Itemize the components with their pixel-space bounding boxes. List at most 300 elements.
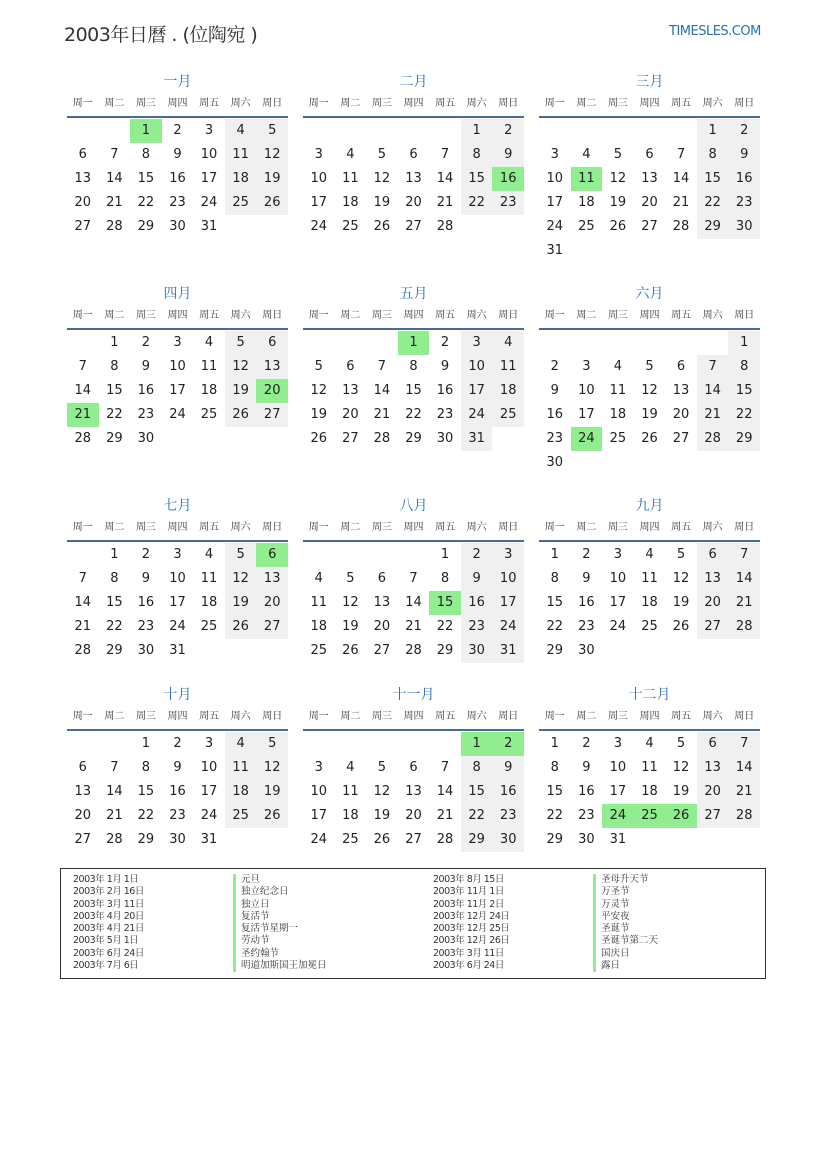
day-cell: 2 — [728, 119, 760, 143]
weekday-label: 周二 — [104, 310, 125, 321]
day-cell: 24 — [200, 195, 218, 210]
weekday-label: 周二 — [576, 310, 597, 321]
day-cell: 11 — [609, 383, 627, 398]
day-cell: 7 — [728, 543, 760, 567]
day-cell: 14 — [74, 595, 92, 610]
day-cell: 29 — [106, 431, 123, 446]
weekday-label: 周五 — [435, 310, 456, 321]
day-cell: 6 — [78, 147, 87, 162]
day-cell: 17 — [310, 808, 328, 823]
empty-cell — [303, 543, 335, 567]
day-cell: 5 — [256, 732, 288, 756]
weekday-label: 周日 — [498, 522, 519, 533]
day-cell: 10 — [169, 359, 186, 374]
empty-cell — [539, 119, 571, 143]
day-cell: 28 — [106, 219, 123, 234]
day-cell: 14 — [436, 171, 454, 186]
day-cell: 1 — [550, 736, 559, 751]
weekday-label: 周一 — [544, 711, 565, 722]
day-cell: 16 — [169, 784, 186, 799]
weekday-header — [67, 304, 288, 330]
weekday-label: 周六 — [230, 98, 251, 109]
empty-cell — [67, 331, 99, 355]
day-cell: 13 — [342, 383, 359, 398]
month-calendar — [67, 685, 288, 852]
day-grid — [303, 119, 524, 239]
weekday-label: 周六 — [466, 310, 487, 321]
day-cell: 11 — [492, 355, 524, 379]
weekday-label: 周五 — [199, 98, 220, 109]
holiday-name: 劳动节 — [233, 935, 327, 947]
day-cell: 3 — [204, 736, 214, 751]
weekday-label: 周六 — [702, 310, 723, 321]
holiday-names-col-1 — [233, 874, 327, 972]
holiday-day-cell: 2 — [492, 732, 524, 756]
day-cell: 4 — [645, 736, 654, 751]
day-cell: 9 — [173, 760, 182, 775]
weekday-label: 周日 — [498, 310, 519, 321]
day-cell: 17 — [169, 383, 186, 398]
day-cell: 10 — [200, 760, 218, 775]
weekday-label: 周四 — [639, 522, 660, 533]
day-cell: 5 — [225, 331, 257, 355]
day-cell: 19 — [256, 167, 288, 191]
day-grid — [67, 119, 288, 239]
empty-cell — [429, 732, 461, 756]
day-cell: 3 — [613, 736, 623, 751]
weekday-label: 周一 — [308, 711, 329, 722]
day-cell: 27 — [697, 804, 729, 828]
empty-cell — [303, 732, 335, 756]
day-cell: 17 — [200, 171, 218, 186]
weekday-label: 周五 — [199, 522, 220, 533]
day-cell: 28 — [373, 431, 391, 446]
day-cell: 23 — [546, 431, 564, 446]
day-cell: 23 — [492, 804, 524, 828]
weekday-label: 周六 — [230, 310, 251, 321]
holiday-list — [60, 868, 766, 979]
day-cell: 5 — [645, 359, 654, 374]
day-cell: 29 — [137, 832, 155, 847]
day-cell: 18 — [578, 195, 595, 210]
day-cell: 7 — [110, 760, 119, 775]
holiday-date: 2003年 4月 20日 — [73, 910, 144, 922]
month-name: 十二月 — [628, 687, 671, 703]
holiday-name: 元旦 — [233, 874, 327, 886]
day-cell: 23 — [728, 191, 760, 215]
day-cell: 4 — [204, 335, 214, 350]
day-cell: 1 — [550, 547, 559, 562]
month-calendar — [67, 496, 288, 663]
day-cell: 13 — [256, 567, 288, 591]
weekday-label: 周日 — [734, 98, 755, 109]
day-cell: 22 — [728, 403, 760, 427]
day-cell: 19 — [342, 619, 359, 634]
day-cell: 16 — [169, 171, 186, 186]
day-cell: 10 — [310, 171, 328, 186]
empty-cell — [539, 331, 571, 355]
day-cell: 28 — [436, 832, 454, 847]
holiday-name: 圣诞节第二天 — [593, 935, 658, 947]
day-cell: 24 — [169, 407, 186, 422]
holiday-name: 圣约翰节 — [233, 948, 327, 960]
weekday-header — [67, 92, 288, 118]
month-calendar — [539, 685, 760, 852]
day-cell: 16 — [461, 591, 493, 615]
day-cell: 13 — [74, 171, 92, 186]
day-cell: 27 — [641, 219, 658, 234]
weekday-label: 周四 — [403, 711, 424, 722]
day-cell: 21 — [672, 195, 690, 210]
day-cell: 20 — [697, 591, 729, 615]
day-cell: 13 — [405, 784, 422, 799]
weekday-label: 周二 — [340, 522, 361, 533]
day-cell: 12 — [256, 143, 288, 167]
day-cell: 22 — [461, 804, 493, 828]
day-cell: 15 — [106, 383, 123, 398]
day-cell: 5 — [225, 543, 257, 567]
weekday-header — [539, 705, 760, 731]
day-cell: 24 — [200, 808, 218, 823]
weekday-label: 周一 — [308, 98, 329, 109]
day-cell: 30 — [137, 431, 155, 446]
holiday-day-cell: 15 — [429, 591, 461, 615]
day-cell: 17 — [310, 195, 328, 210]
day-cell: 8 — [141, 147, 151, 162]
weekday-label: 周一 — [72, 310, 93, 321]
weekday-label: 周四 — [167, 522, 188, 533]
day-cell: 31 — [492, 639, 524, 663]
day-cell: 3 — [173, 335, 182, 350]
day-cell: 26 — [609, 219, 627, 234]
day-cell: 15 — [728, 379, 760, 403]
month-name: 十月 — [163, 687, 192, 703]
day-cell: 28 — [106, 832, 123, 847]
day-cell: 15 — [405, 383, 422, 398]
holiday-dates-col-1 — [73, 874, 144, 972]
day-cell: 27 — [672, 431, 690, 446]
day-cell: 3 — [613, 547, 623, 562]
month-name: 七月 — [163, 498, 192, 514]
day-cell: 4 — [492, 331, 524, 355]
day-cell: 30 — [546, 455, 564, 470]
day-cell: 14 — [436, 784, 454, 799]
day-cell: 27 — [74, 219, 92, 234]
day-cell: 8 — [110, 571, 119, 586]
weekday-label: 周日 — [734, 711, 755, 722]
empty-cell — [366, 119, 398, 143]
holiday-date: 2003年 7月 6日 — [73, 960, 139, 972]
day-cell: 28 — [672, 219, 690, 234]
day-cell: 19 — [310, 407, 328, 422]
day-cell: 25 — [200, 619, 218, 634]
day-cell: 10 — [169, 571, 186, 586]
day-cell: 18 — [200, 595, 218, 610]
weekday-label: 周日 — [262, 711, 283, 722]
month-calendar — [303, 284, 524, 451]
day-cell: 4 — [204, 547, 214, 562]
day-cell: 8 — [550, 760, 559, 775]
month-name: 三月 — [635, 74, 664, 90]
weekday-label: 周二 — [104, 522, 125, 533]
day-cell: 6 — [409, 147, 418, 162]
day-cell: 30 — [137, 643, 155, 658]
day-cell: 6 — [346, 359, 355, 374]
day-cell: 16 — [492, 780, 524, 804]
day-cell: 30 — [436, 431, 454, 446]
holiday-day-cell: 1 — [398, 331, 430, 355]
holiday-day-cell: 20 — [256, 379, 288, 403]
day-cell: 25 — [310, 643, 328, 658]
day-cell: 30 — [461, 639, 493, 663]
day-cell: 28 — [74, 431, 92, 446]
day-cell: 16 — [137, 383, 155, 398]
day-cell: 29 — [728, 427, 760, 451]
holiday-date: 2003年 6月 24日 — [433, 960, 504, 972]
day-cell: 11 — [200, 359, 218, 374]
empty-cell — [335, 119, 367, 143]
month-calendar — [539, 284, 760, 475]
holiday-day-cell: 21 — [67, 403, 99, 427]
day-cell: 24 — [609, 619, 627, 634]
empty-cell — [398, 732, 430, 756]
day-cell: 7 — [728, 732, 760, 756]
day-cell: 30 — [578, 643, 595, 658]
day-cell: 21 — [436, 808, 454, 823]
day-cell: 26 — [225, 615, 257, 639]
day-cell: 11 — [200, 571, 218, 586]
holiday-date: 2003年 6月 24日 — [73, 947, 144, 959]
holiday-day-cell: 1 — [461, 732, 493, 756]
day-cell: 12 — [641, 383, 658, 398]
day-cell: 23 — [137, 619, 155, 634]
day-cell: 27 — [697, 615, 729, 639]
empty-cell — [99, 732, 131, 756]
day-grid — [303, 543, 524, 663]
day-cell: 26 — [641, 431, 658, 446]
day-cell: 29 — [697, 215, 729, 239]
month-calendar — [303, 496, 524, 663]
day-cell: 22 — [405, 407, 422, 422]
weekday-label: 周一 — [544, 522, 565, 533]
holiday-date: 2003年 8月 15日 — [433, 874, 504, 885]
weekday-label: 周一 — [544, 98, 565, 109]
day-cell: 26 — [672, 619, 690, 634]
day-cell: 3 — [550, 147, 559, 162]
day-cell: 27 — [256, 403, 288, 427]
day-cell: 18 — [342, 195, 359, 210]
day-cell: 28 — [697, 427, 729, 451]
weekday-header — [539, 516, 760, 542]
empty-cell — [602, 119, 634, 143]
day-cell: 15 — [461, 780, 493, 804]
holiday-date: 2003年 5月 1日 — [73, 935, 139, 947]
weekday-label: 周一 — [308, 310, 329, 321]
weekday-label: 周二 — [340, 310, 361, 321]
day-cell: 18 — [492, 379, 524, 403]
day-cell: 29 — [106, 643, 123, 658]
day-grid — [303, 732, 524, 852]
month-name: 十一月 — [392, 687, 435, 703]
day-cell: 23 — [578, 619, 595, 634]
day-cell: 20 — [74, 195, 92, 210]
day-cell: 11 — [342, 784, 359, 799]
day-grid — [67, 331, 288, 451]
day-cell: 24 — [492, 615, 524, 639]
day-cell: 8 — [728, 355, 760, 379]
day-cell: 14 — [74, 383, 92, 398]
weekday-label: 周六 — [702, 98, 723, 109]
day-cell: 7 — [78, 359, 87, 374]
day-cell: 7 — [440, 147, 450, 162]
empty-cell — [366, 732, 398, 756]
holiday-name: 明道加斯国王加冕日 — [233, 960, 327, 972]
day-cell: 12 — [373, 171, 391, 186]
day-cell: 5 — [346, 571, 355, 586]
day-grid — [539, 119, 760, 263]
day-cell: 16 — [728, 167, 760, 191]
day-cell: 31 — [546, 243, 564, 258]
day-cell: 12 — [609, 171, 627, 186]
weekday-label: 周三 — [135, 711, 156, 722]
weekday-label: 周二 — [576, 98, 597, 109]
month-name: 六月 — [635, 286, 664, 302]
holiday-name: 复活节 — [233, 911, 327, 923]
day-cell: 14 — [106, 784, 123, 799]
day-cell: 8 — [697, 143, 729, 167]
day-cell: 30 — [169, 832, 186, 847]
holiday-name: 圣母升天节 — [593, 874, 658, 886]
day-cell: 13 — [697, 567, 729, 591]
day-cell: 20 — [641, 195, 658, 210]
holiday-date: 2003年 11月 1日 — [433, 886, 504, 898]
holiday-day-cell: 25 — [634, 804, 666, 828]
day-cell: 14 — [672, 171, 690, 186]
day-cell: 18 — [641, 595, 658, 610]
day-cell: 18 — [310, 619, 328, 634]
day-cell: 4 — [346, 147, 355, 162]
day-cell: 8 — [461, 756, 493, 780]
day-cell: 25 — [342, 219, 359, 234]
day-cell: 4 — [613, 359, 623, 374]
day-cell: 17 — [609, 784, 627, 799]
day-cell: 24 — [310, 219, 328, 234]
weekday-label: 周五 — [671, 522, 692, 533]
day-cell: 3 — [582, 359, 591, 374]
day-cell: 3 — [314, 147, 323, 162]
day-cell: 13 — [641, 171, 658, 186]
holiday-name: 平安夜 — [593, 911, 658, 923]
empty-cell — [335, 543, 367, 567]
holiday-name: 万灵节 — [593, 899, 658, 911]
day-cell: 4 — [225, 119, 257, 143]
holiday-date: 2003年 1月 1日 — [73, 874, 139, 885]
weekday-label: 周五 — [199, 310, 220, 321]
day-cell: 7 — [676, 147, 686, 162]
weekday-label: 周日 — [262, 310, 283, 321]
day-cell: 25 — [200, 407, 218, 422]
day-cell: 20 — [256, 591, 288, 615]
day-cell: 25 — [609, 431, 627, 446]
weekday-label: 周一 — [308, 522, 329, 533]
day-cell: 18 — [225, 167, 257, 191]
day-cell: 27 — [342, 431, 359, 446]
weekday-label: 周一 — [544, 310, 565, 321]
month-name: 八月 — [399, 498, 428, 514]
day-cell: 29 — [405, 431, 422, 446]
day-cell: 20 — [342, 407, 359, 422]
day-cell: 19 — [225, 379, 257, 403]
empty-cell — [366, 331, 398, 355]
day-cell: 15 — [546, 595, 564, 610]
day-cell: 8 — [409, 359, 418, 374]
weekday-label: 周三 — [371, 522, 392, 533]
month-calendar — [67, 284, 288, 451]
day-cell: 10 — [492, 567, 524, 591]
weekday-label: 周四 — [403, 522, 424, 533]
day-cell: 15 — [697, 167, 729, 191]
day-cell: 20 — [74, 808, 92, 823]
weekday-label: 周三 — [607, 522, 628, 533]
day-cell: 11 — [310, 595, 328, 610]
day-cell: 25 — [578, 219, 595, 234]
weekday-label: 周五 — [435, 522, 456, 533]
day-cell: 22 — [106, 407, 123, 422]
day-cell: 21 — [436, 195, 454, 210]
day-cell: 25 — [225, 191, 257, 215]
weekday-label: 周三 — [607, 310, 628, 321]
day-cell: 17 — [609, 595, 627, 610]
day-cell: 17 — [169, 595, 186, 610]
day-cell: 9 — [728, 143, 760, 167]
day-cell: 15 — [546, 784, 564, 799]
day-cell: 19 — [373, 195, 391, 210]
month-name: 二月 — [399, 74, 428, 90]
day-cell: 17 — [546, 195, 564, 210]
weekday-label: 周日 — [734, 310, 755, 321]
day-cell: 6 — [409, 760, 418, 775]
empty-cell — [335, 331, 367, 355]
day-cell: 23 — [492, 191, 524, 215]
day-cell: 26 — [256, 804, 288, 828]
day-cell: 14 — [106, 171, 123, 186]
weekday-label: 周六 — [702, 711, 723, 722]
day-cell: 16 — [546, 407, 564, 422]
holiday-date: 2003年 12月 24日 — [433, 910, 510, 922]
day-cell: 9 — [582, 571, 591, 586]
month-name: 四月 — [163, 286, 192, 302]
day-cell: 13 — [373, 595, 391, 610]
day-cell: 23 — [436, 407, 454, 422]
holiday-date: 2003年 12月 25日 — [433, 923, 510, 935]
day-cell: 5 — [256, 119, 288, 143]
day-cell: 1 — [461, 119, 493, 143]
brand-link[interactable]: TIMESLES.COM — [669, 24, 761, 39]
day-cell: 30 — [578, 832, 595, 847]
day-cell: 3 — [173, 547, 182, 562]
day-cell: 13 — [74, 784, 92, 799]
weekday-label: 周二 — [104, 98, 125, 109]
day-cell: 10 — [609, 571, 627, 586]
day-cell: 12 — [310, 383, 328, 398]
day-cell: 31 — [461, 427, 493, 451]
day-cell: 14 — [697, 379, 729, 403]
day-cell: 24 — [169, 619, 186, 634]
empty-cell — [67, 119, 99, 143]
empty-cell — [398, 119, 430, 143]
empty-cell — [67, 732, 99, 756]
day-cell: 24 — [310, 832, 328, 847]
